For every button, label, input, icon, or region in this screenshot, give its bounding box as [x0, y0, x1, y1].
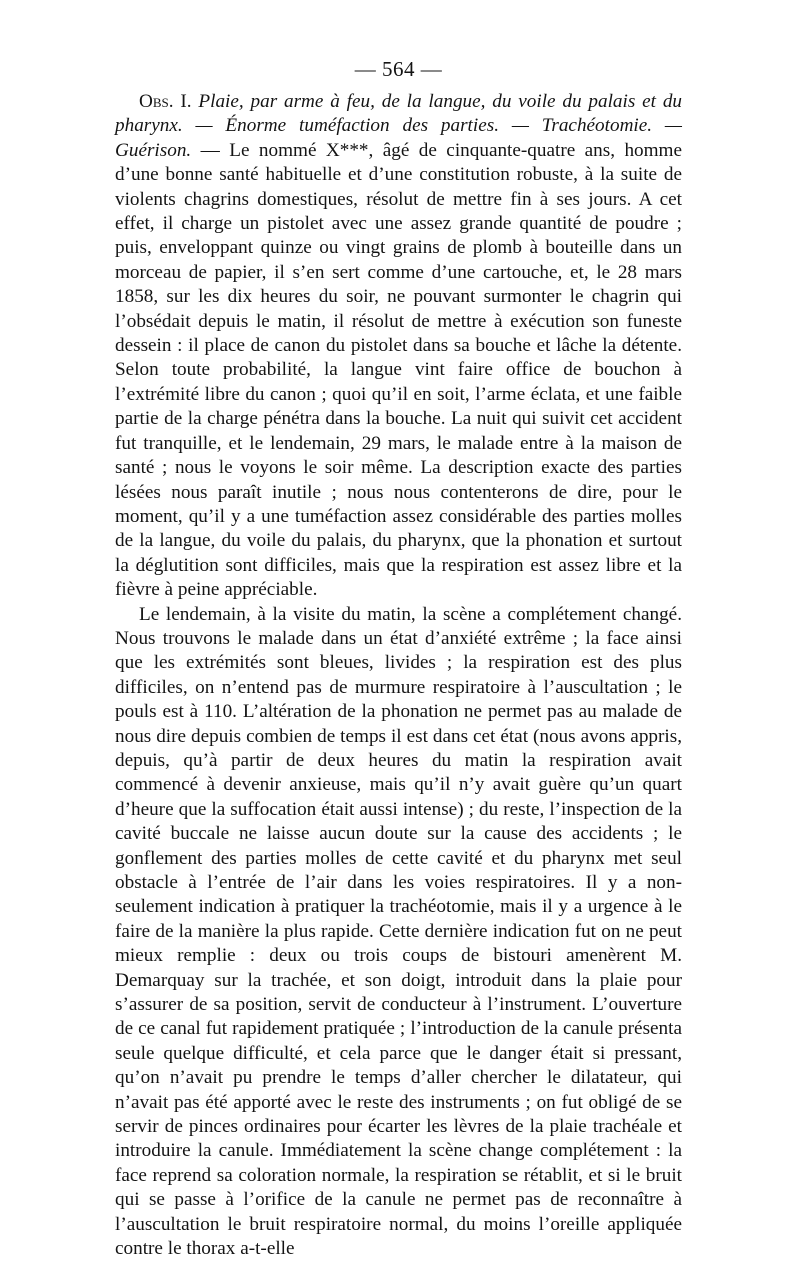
observation-title: Plaie, par arme à feu, de la langue, du voile du palais et du pharynx. — Énorme tuméfaction des parties. — Trachéotomie. — Guérison.	[115, 91, 683, 161]
observation-paragraph-1	[115, 90, 682, 603]
paragraph-1-text: Le nommé X***, âgé de cinquante-quatre ans, homme d’une bonne santé habituelle et d’une constitution robuste, à la suite de violents chagrins domestiques, résolut de mettre fin à ses jours. A cet effet, il charge un pistolet avec une assez grande quantité de poudre ; puis, enveloppant quinze ou vingt grains de plomb à bouteille dans un morceau de papier, il s’en sert comme d’une cartouche, et, le 28 mars 1858, sur les dix heures du soir, ne pouvant surmonter le chagrin qui l’obsédait depuis le matin, il résolut de mettre à exécution son funeste dessein : il place de canon du pistolet dans sa bouche et lâche la détente. Selon toute probabilité, la langue vint faire office de bouchon à l’extrémité libre du canon ; quoi qu’il en soit, l’arme éclata, et une faible partie de la charge pénétra dans la bouche. La nuit qui suivit cet accident fut tranquille, et le lendemain, 29 mars, le malade entre à la maison de santé ; nous le voyons le soir même. La description exacte des parties lésées nous paraît inutile ; nous nous contenterons de dire, pour le moment, qu’il y a une tuméfaction assez considérable des parties molles de la langue, du voile du palais, du pharynx, que la phonation et surtout la déglutition sont difficiles, mais que la respiration est assez libre et la fièvre à peine appréciable.	[115, 139, 682, 601]
observation-paragraph-2: Le lendemain, à la visite du matin, la scène a complétement changé. Nous trouvons le malade dans un état d’anxiété extrême ; la face ainsi que les extrémités sont bleues, livides ; la respiration est des plus difficiles, on n’entend pas de murmure respiratoire à l’auscultation ; le pouls est à 110. L’altération de la phonation ne permet pas au malade de nous dire depuis combien de temps il est dans cet état (nous avons appris, depuis, qu’à partir de deux heures du matin la respiration avait commencé à devenir anxieuse, mais qu’il n’y avait guère qu’un quart d’heure que la suffocation était aussi intense) ; du reste, l’inspection de la cavité buccale ne laisse aucun doute sur la cause des accidents ; le gonflement des parties molles de cette cavité et du pharynx met seul obstacle à l’entrée de l’air dans les voies respiratoires. Il y a non-seulement indication à pratiquer la trachéotomie, mais il y a urgence à le faire de la manière la plus rapide. Cette dernière indication fut on ne peut mieux remplie : deux ou trois coups de bistouri amenèrent M. Demarquay sur la trachée, et son doigt, introduit dans la plaie pour s’assurer de sa position, servit de conducteur à l’instrument. L’ouverture de ce canal fut rapidement pratiquée ; l’introduction de la canule présenta seule quelque difficulté, et cela parce que le danger était si pressant, qu’on n’avait pu prendre le temps d’aller chercher le dilatateur, qui n’avait pas été apporté avec le reste des instruments ; on fut obligé de se servir de pinces ordinaires pour écarter les lèvres de la plaie trachéale et introduire la canule. Immédiatement la scène change complétement : la face reprend sa coloration normale, la respiration se rétablit, et si le bruit qui se passe à l’orifice de la canule ne permet pas de reconnaître à l’auscultation le bruit respiratoire normal, du moins l’oreille appliquée contre le thorax a-t-elle	[115, 603, 682, 1260]
title-separator: —	[191, 139, 230, 161]
book-page	[115, 56, 682, 1262]
observation-label: Obs. I.	[139, 91, 192, 112]
page-number: — 564 —	[354, 57, 443, 81]
